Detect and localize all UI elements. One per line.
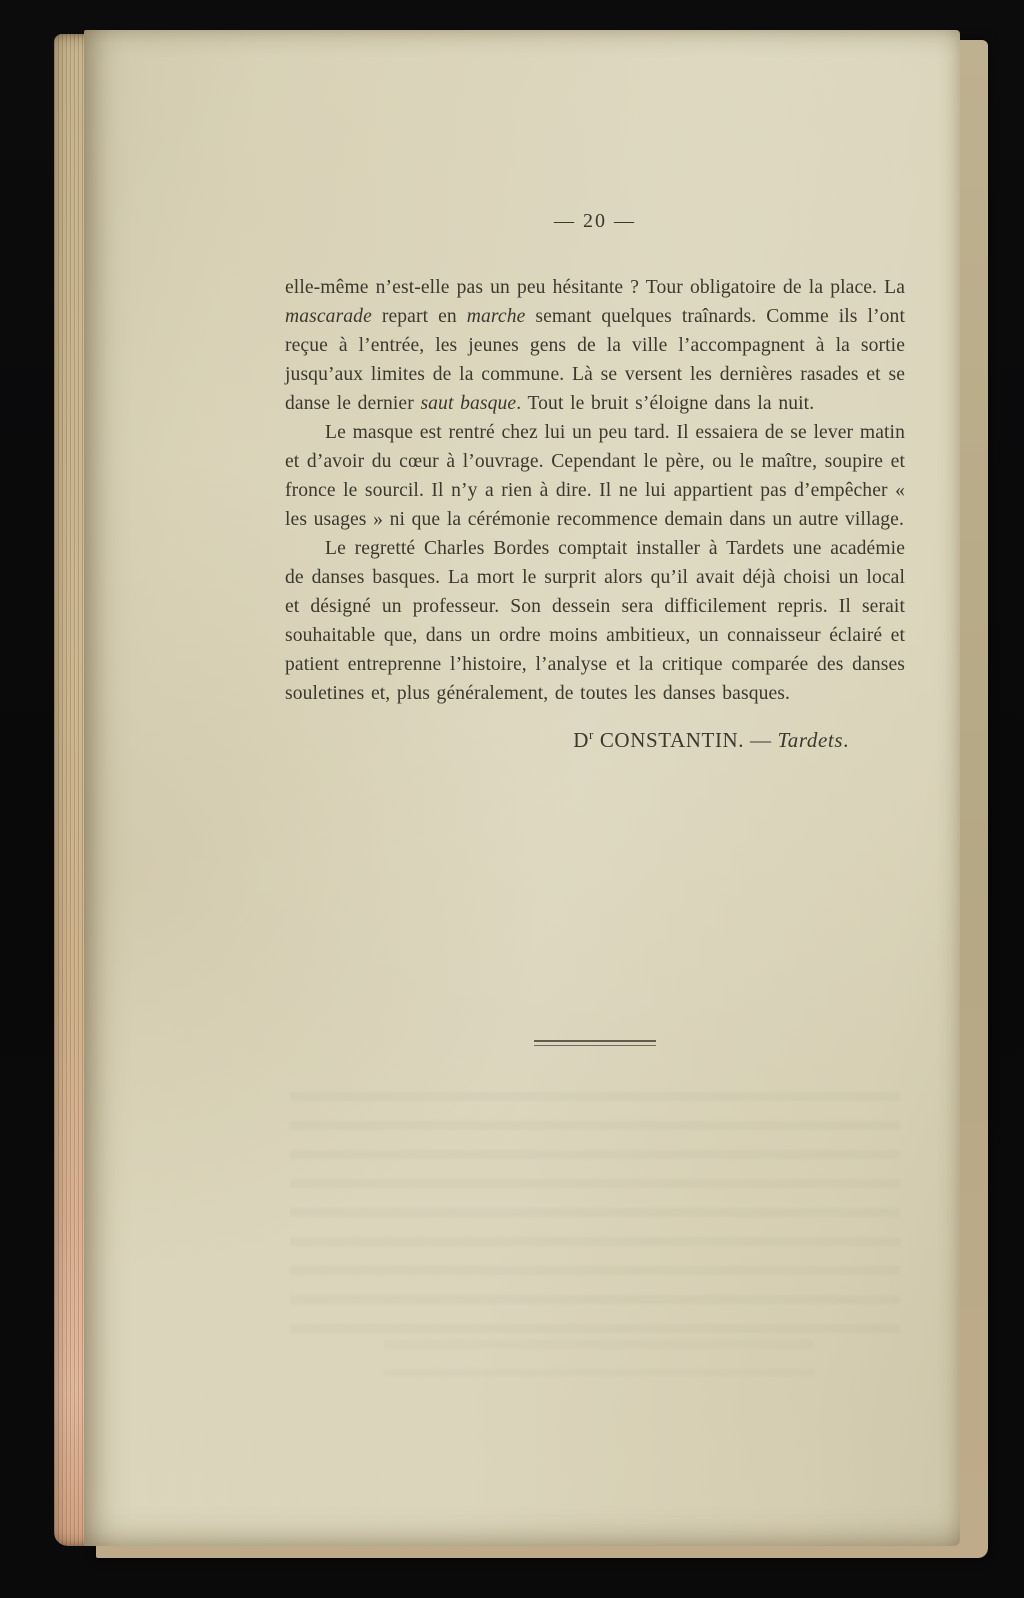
text-segment: D	[573, 728, 590, 752]
text-segment: . Tout le bruit s’éloigne dans la nuit.	[516, 393, 815, 414]
text-segment: Le regretté Charles Bordes comptait installer à Tardets une académie de danses basques. La mort le surprit alors qu’il avait déjà choisi un local et désigné un professeur. Son dessein sera difficilement repris. Il serait souhaitable que, dans un ordre moins ambitieux, un connaisseur éclairé et patient entreprenne l’histoire, l’analyse et la critique comparée des danses souletines et, plus généralement, de toutes les danses basques.	[285, 538, 905, 704]
author-signature	[285, 728, 905, 753]
text-segment: Le masque est rentré chez lui un peu tard. Il essaiera de se lever matin et d’avoir du cœur à l’ouvrage. Cependant le père, ou le maître, soupire et fronce le sourcil. Il n’y a rien à dire. Il ne lui appartient pas d’empêcher « les usages » ni que la cérémonie recommence demain dans un autre village.	[285, 422, 905, 530]
text-segment: r	[589, 727, 594, 742]
text-segment: Tardets	[777, 728, 844, 752]
paragraph	[285, 273, 905, 418]
show-through-text-ghost	[384, 1340, 814, 1376]
text-segment: marche	[466, 306, 526, 327]
paragraph	[285, 534, 905, 708]
text-segment: saut basque	[420, 393, 517, 414]
book-page	[84, 30, 960, 1546]
section-divider-rule	[534, 1040, 656, 1046]
text-segment: elle-même n’est-elle pas un peu hésitante ? Tour obligatoire de la place. La	[285, 277, 905, 298]
page-content	[285, 210, 905, 753]
paragraph	[285, 418, 905, 534]
text-segment: repart en	[371, 306, 467, 327]
text-segment: .	[843, 728, 849, 752]
text-segment: mascarade	[285, 306, 372, 327]
text-segment: semant quelques traînards. Comme ils l’ont reçue à l’entrée, les jeunes gens de la ville l’accompagnent à la sortie jusqu’aux limites de la commune. Là se versent les dernières rasades et se danse le dernier	[285, 306, 905, 414]
page-number: — 20 —	[554, 210, 636, 232]
show-through-text-ghost	[290, 1092, 900, 1342]
text-segment: CONSTANTIN. —	[593, 728, 778, 752]
